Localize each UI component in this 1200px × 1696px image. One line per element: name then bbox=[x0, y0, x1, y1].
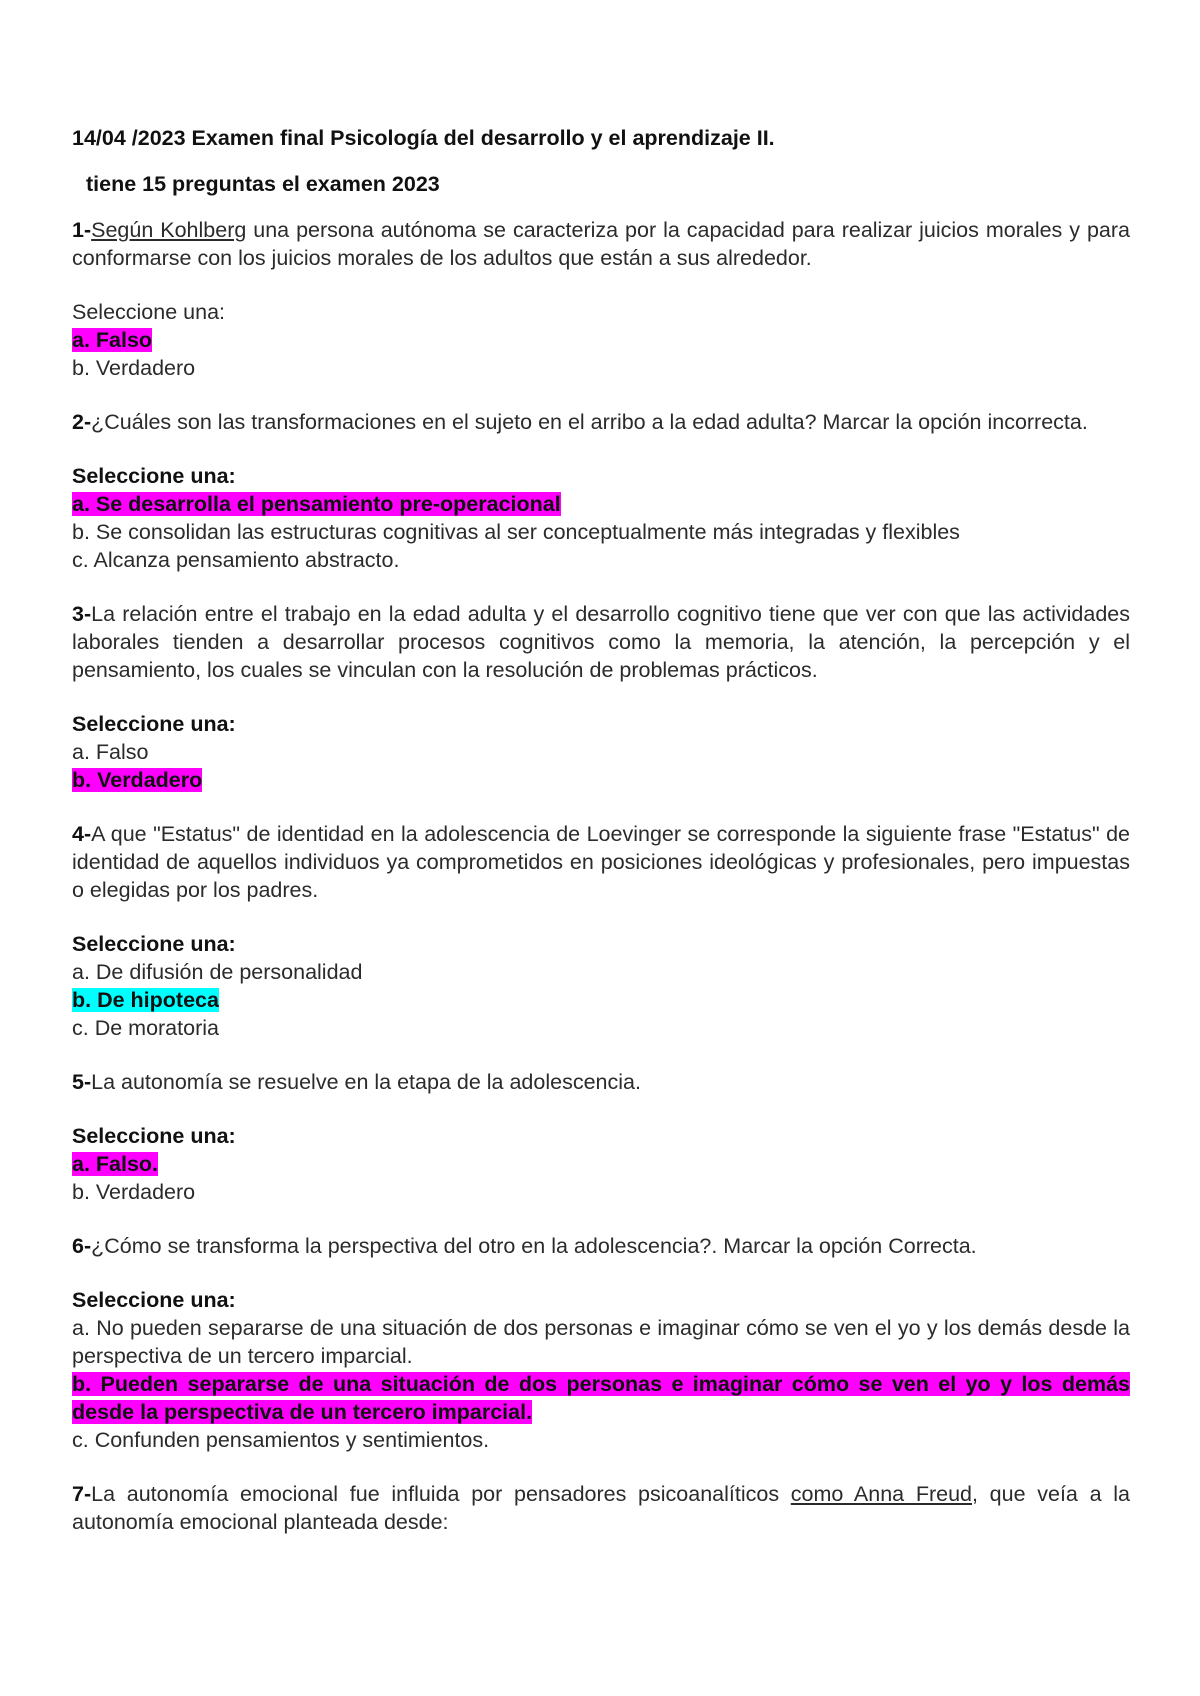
select-prompt: Seleccione una: bbox=[72, 1288, 236, 1312]
question-1-text bbox=[72, 216, 1130, 272]
question-body: ¿Cómo se transforma la perspectiva del otro en la adolescencia?. Marcar la opción Correcta. bbox=[91, 1234, 977, 1258]
question-7 bbox=[72, 1480, 1130, 1536]
question-number: 6- bbox=[72, 1234, 92, 1258]
option-b-highlighted: b. Verdadero bbox=[72, 768, 203, 792]
exam-document bbox=[72, 124, 1130, 1562]
question-7-text bbox=[72, 1480, 1130, 1536]
question-number: 4- bbox=[72, 822, 92, 846]
question-body: La autonomía se resuelve en la etapa de la adolescencia. bbox=[91, 1070, 641, 1094]
question-body: La relación entre el trabajo en la edad adulta y el desarrollo cognitivo tiene que ver con que las actividades laborales tienden a desarrollar procesos cognitivos como la memoria, la atención, la percepción y el pensamiento, los cuales se vinculan con la resolución de problemas prácticos. bbox=[72, 602, 1130, 682]
question-5-text bbox=[72, 1068, 1130, 1096]
options-list bbox=[72, 1314, 1130, 1454]
select-prompt: Seleccione una: bbox=[72, 1124, 236, 1148]
option-a: a. De difusión de personalidad bbox=[72, 960, 363, 984]
underlined-reference: Según Kohlberg bbox=[91, 218, 247, 242]
option-a-highlighted: a. Falso bbox=[72, 328, 153, 352]
question-body: ¿Cuáles son las transformaciones en el sujeto en el arribo a la edad adulta? Marcar la opción incorrecta. bbox=[91, 410, 1088, 434]
question-body: La autonomía emocional fue influida por pensadores psicoanalíticos bbox=[91, 1482, 791, 1506]
option-b: b. Se consolidan las estructuras cognitivas al ser conceptualmente más integradas y flexibles bbox=[72, 520, 960, 544]
option-a: a. No pueden separarse de una situación de dos personas e imaginar cómo se ven el yo y los demás desde la perspectiva de un tercero imparcial. bbox=[72, 1316, 1130, 1368]
question-6-text bbox=[72, 1232, 1130, 1260]
question-number: 5- bbox=[72, 1070, 92, 1094]
question-body-end: , que veía a la autonomía emocional planteada desde: bbox=[72, 1482, 1130, 1534]
option-a-highlighted: a. Falso. bbox=[72, 1152, 159, 1176]
select-prompt: Seleccione una: bbox=[72, 464, 236, 488]
question-1 bbox=[72, 216, 1130, 382]
question-number: 7- bbox=[72, 1482, 92, 1506]
option-b: b. Verdadero bbox=[72, 1180, 196, 1204]
option-c: c. Confunden pensamientos y sentimientos. bbox=[72, 1428, 490, 1452]
options-list bbox=[72, 490, 1130, 574]
option-b-highlighted: b. Pueden separarse de una situación de dos personas e imaginar cómo se ven el yo y los demás desde la perspectiva de un tercero imparcial. bbox=[72, 1372, 1130, 1424]
question-2 bbox=[72, 408, 1130, 574]
question-3-text bbox=[72, 600, 1130, 684]
question-4 bbox=[72, 820, 1130, 1042]
option-c: c. Alcanza pensamiento abstracto. bbox=[72, 548, 400, 572]
options-list bbox=[72, 326, 1130, 382]
select-prompt: Seleccione una: bbox=[72, 932, 236, 956]
underlined-reference: como Anna Freud bbox=[790, 1482, 972, 1506]
select-prompt: Seleccione una: bbox=[72, 712, 236, 736]
option-b: b. Verdadero bbox=[72, 356, 196, 380]
question-2-text bbox=[72, 408, 1130, 436]
options-list bbox=[72, 958, 1130, 1042]
question-4-text bbox=[72, 820, 1130, 904]
question-number: 3- bbox=[72, 602, 92, 626]
question-6 bbox=[72, 1232, 1130, 1454]
options-list bbox=[72, 1150, 1130, 1206]
question-body: A que "Estatus" de identidad en la adolescencia de Loevinger se corresponde la siguiente frase "Estatus" de identidad de aquellos individuos ya comprometidos en posiciones ideológicas y profesionales, pero impuestas o elegidas por los padres. bbox=[72, 822, 1130, 902]
question-number: 1- bbox=[72, 218, 92, 242]
options-list bbox=[72, 738, 1130, 794]
exam-subtitle: tiene 15 preguntas el examen 2023 bbox=[86, 172, 440, 196]
question-3 bbox=[72, 600, 1130, 794]
question-5 bbox=[72, 1068, 1130, 1206]
question-body: una persona autónoma se caracteriza por la capacidad para realizar juicios morales y para conformarse con los juicios morales de los adultos que están a sus alrededor. bbox=[72, 218, 1130, 270]
select-prompt: Seleccione una: bbox=[72, 300, 225, 324]
option-c: c. De moratoria bbox=[72, 1016, 219, 1040]
option-a: a. Falso bbox=[72, 740, 149, 764]
option-b-highlighted: b. De hipoteca bbox=[72, 988, 219, 1012]
question-number: 2- bbox=[72, 410, 92, 434]
option-a-highlighted: a. Se desarrolla el pensamiento pre-operacional bbox=[72, 492, 561, 516]
exam-title: 14/04 /2023 Examen final Psicología del desarrollo y el aprendizaje II. bbox=[72, 126, 775, 150]
